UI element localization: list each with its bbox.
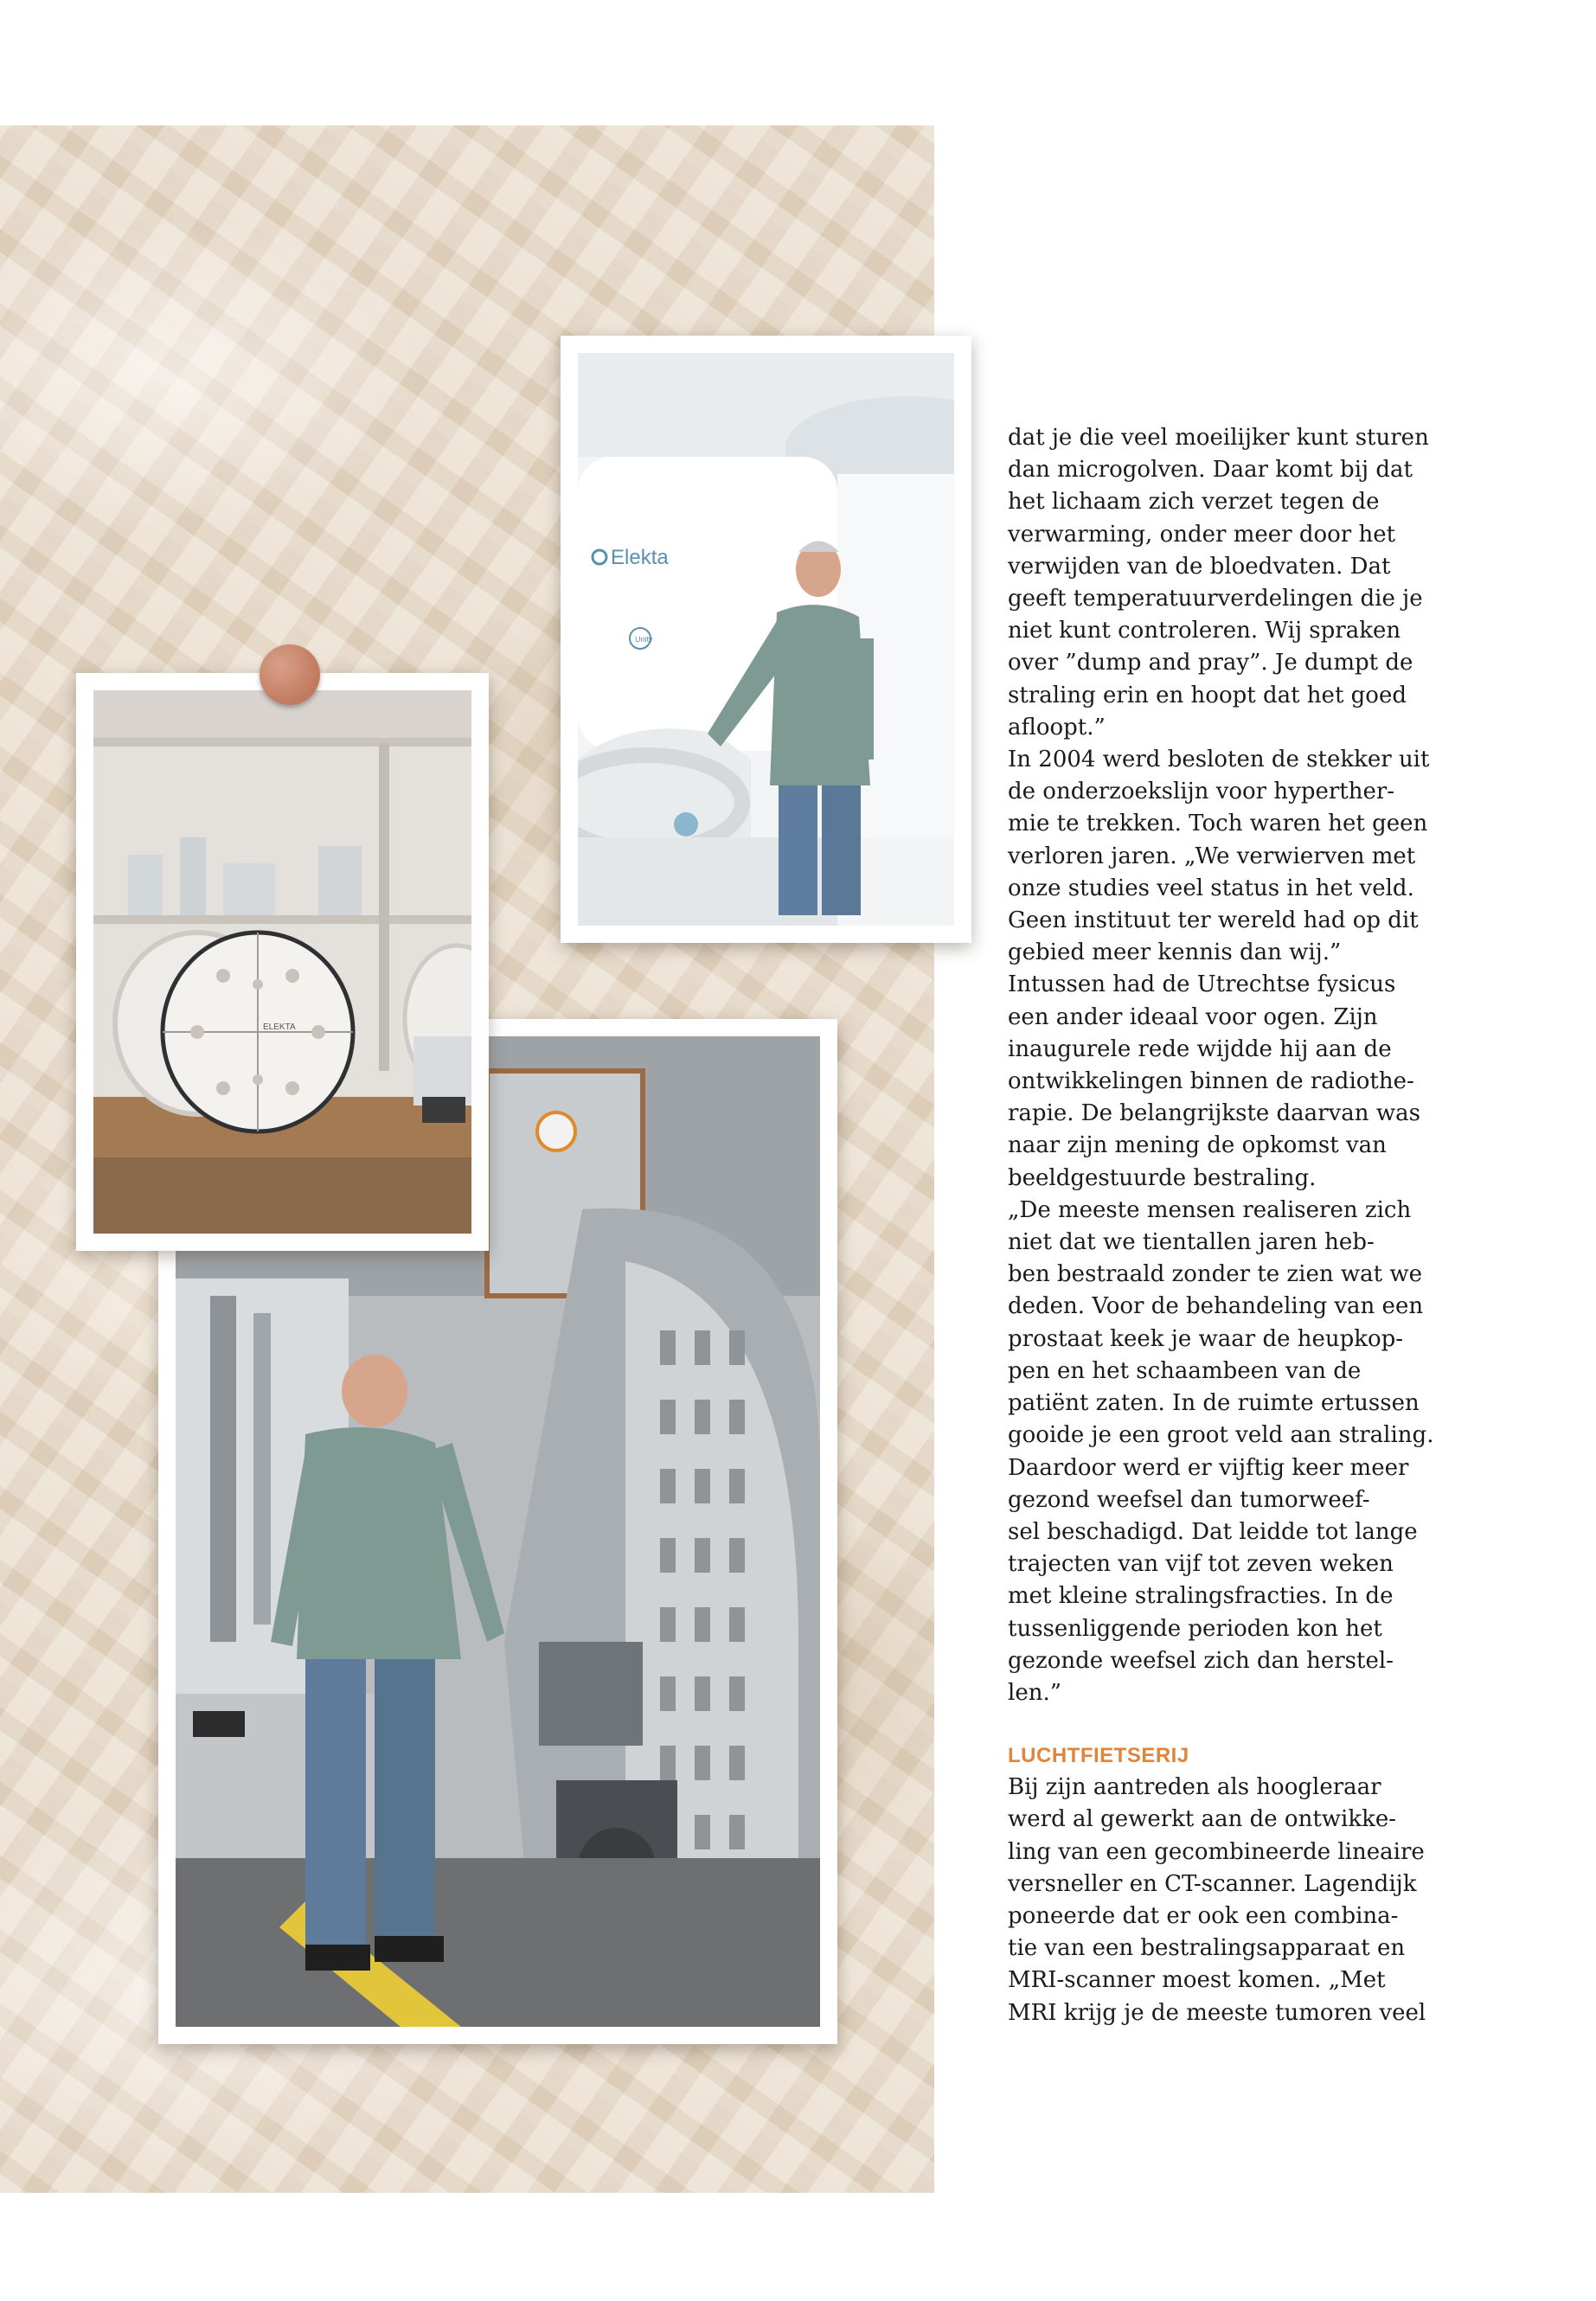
text-line: dat je die veel moeilijker kunt sturen [1008, 425, 1429, 451]
photo-lab-shelf-image [93, 690, 471, 1234]
article-paragraph-1 [1008, 422, 1432, 744]
text-line: rapie. De belangrijkste daarvan was [1008, 1100, 1420, 1127]
elekta-logo-text: Elekta [611, 546, 669, 569]
text-line: tie van een bestralingsapparaat en [1008, 1935, 1406, 1962]
text-line: trajecten van vijf tot zeven weken [1008, 1551, 1394, 1578]
text-line: mie te trekken. Toch waren het geen [1008, 811, 1428, 837]
article-paragraph-3 [1008, 969, 1432, 1194]
section-subheading: LUCHTFIETSERIJ [1008, 1744, 1189, 1768]
text-line: MRI-scanner moest komen. „Met [1008, 1967, 1386, 1994]
elekta-phantom-label: ELEKTA [263, 1022, 296, 1032]
text-line: werd al gewerkt aan de ontwikke- [1008, 1806, 1397, 1833]
text-line: naar zijn mening de opkomst van [1008, 1132, 1387, 1159]
photo-lab-shelf [76, 673, 489, 1251]
text-line: over ”dump and pray”. Je dumpt de [1008, 650, 1413, 676]
text-line: geeft temperatuurverdelingen die je [1008, 586, 1423, 612]
text-line: Geen instituut ter wereld had op dit [1008, 907, 1419, 934]
photo-elekta-room [561, 336, 971, 943]
text-line: verloren jaren. „We verwierven met [1008, 843, 1416, 869]
text-line: ling van een gecombineerde lineaire [1008, 1838, 1425, 1865]
text-line: gezonde weefsel zich dan herstel- [1008, 1647, 1394, 1674]
text-line: poneerde dat er ook een combina- [1008, 1902, 1399, 1929]
text-line: In 2004 werd besloten de stekker uit [1008, 747, 1430, 773]
text-line: MRI krijg je de meeste tumoren veel [1008, 1999, 1426, 2026]
text-line: Intussen had de Utrechtse fysicus [1008, 971, 1396, 998]
text-line: tussenliggende perioden kon het [1008, 1615, 1382, 1642]
text-line: niet kunt controleren. Wij spraken [1008, 618, 1401, 644]
text-line: len.” [1008, 1679, 1062, 1706]
text-line: gooide je een groot veld aan straling. [1008, 1422, 1434, 1449]
article-paragraph-2 [1008, 744, 1432, 969]
text-line: dan microgolven. Daar komt bij dat [1008, 457, 1413, 484]
text-line: ben bestraald zonder te zien wat we [1008, 1261, 1422, 1288]
text-line: beeldgestuurde bestraling. [1008, 1164, 1317, 1191]
text-line: gezond weefsel dan tumorweef- [1008, 1486, 1370, 1513]
article-paragraph-4 [1008, 1195, 1432, 1709]
text-line: inaugurele rede wijdde hij aan de [1008, 1035, 1392, 1062]
text-line: Daardoor werd er vijftig keer meer [1008, 1454, 1409, 1481]
text-line: verwarming, onder meer door het [1008, 521, 1396, 548]
text-line: de onderzoekslijn voor hyperther- [1008, 779, 1395, 805]
pushpin [260, 644, 320, 705]
text-line: Bij zijn aantreden als hoogleraar [1008, 1774, 1381, 1801]
text-line: het lichaam zich verzet tegen de [1008, 489, 1380, 516]
text-line: patiënt zaten. In de ruimte ertussen [1008, 1390, 1420, 1417]
photo-elekta-room-image [578, 353, 954, 926]
text-line: straling erin en hoopt dat het goed [1008, 682, 1407, 708]
text-line: niet dat we tientallen jaren heb- [1008, 1229, 1375, 1256]
text-line: pen en het schaambeen van de [1008, 1357, 1362, 1384]
text-line: „De meeste mensen realiseren zich [1008, 1196, 1412, 1223]
text-line: versneller en CT-scanner. Lagendijk [1008, 1870, 1417, 1897]
article-paragraph-5 [1008, 1772, 1432, 2029]
text-line: onze studies veel status in het veld. [1008, 875, 1414, 901]
text-line: met kleine stralingsfracties. In de [1008, 1583, 1394, 1610]
text-line: prostaat keek je waar de heupkop- [1008, 1325, 1404, 1352]
text-line: verwijden van de bloedvaten. Dat [1008, 553, 1391, 580]
article-text-column [1008, 422, 1432, 2029]
text-line: deden. Voor de behandeling van een [1008, 1293, 1424, 1320]
unity-logo-text: Unity [635, 635, 653, 644]
text-line: sel beschadigd. Dat leidde tot lange [1008, 1518, 1418, 1545]
text-line: een ander ideaal voor ogen. Zijn [1008, 1003, 1378, 1030]
text-line: gebied meer kennis dan wij.” [1008, 939, 1342, 966]
text-line: ontwikkelingen binnen de radiothe- [1008, 1068, 1414, 1095]
text-line: afloopt.” [1008, 714, 1106, 740]
